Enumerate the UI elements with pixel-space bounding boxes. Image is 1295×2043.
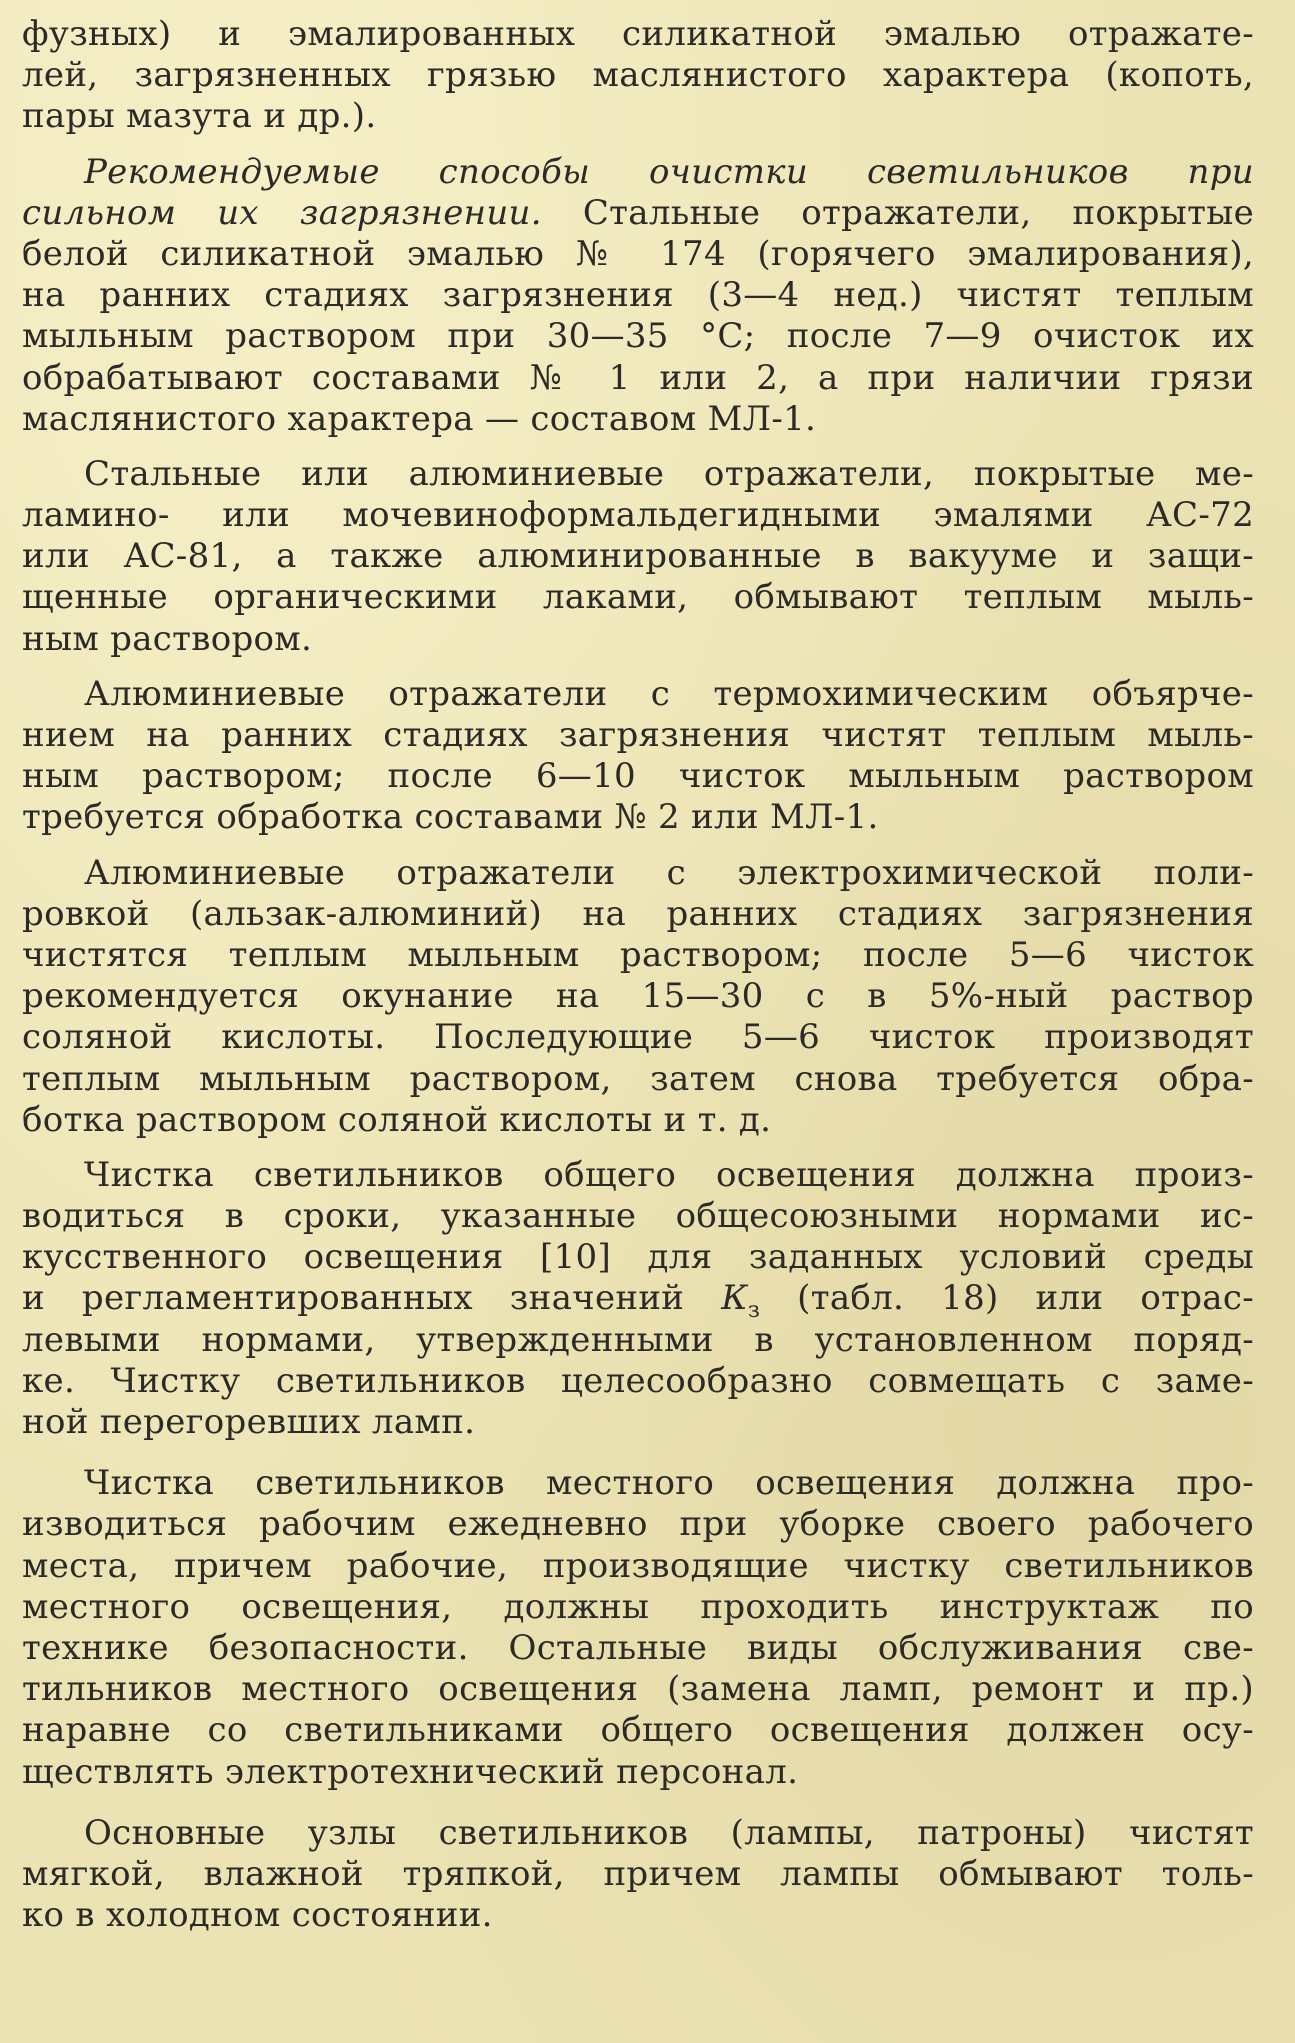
italic-heading-line: Рекомендуемые способы очистки светильников при (84, 151, 1254, 192)
paragraph-steel-aluminum (22, 454, 1254, 660)
text-line: Алюминиевые отражатели с электрохимической поли- (84, 852, 1254, 893)
text-line: тильников местного освещения (замена ламп, ремонт и пр.) (22, 1669, 1254, 1710)
paragraph-electrochemical (22, 853, 1254, 1141)
text-line: или АС-81, а также алюминированные в вакууме и защи- (22, 536, 1254, 577)
text-line: Чистка светильников общего освещения должна произ- (84, 1154, 1254, 1195)
text-line: изводиться рабочим ежедневно при уборке своего рабочего (22, 1504, 1254, 1545)
text-line: маслянистого характера — составом МЛ-1. (22, 398, 817, 439)
text-line: Алюминиевые отражатели с термохимическим объярче- (84, 673, 1254, 714)
text-line: соляной кислоты. Последующие 5—6 чисток производят (22, 1017, 1254, 1058)
text-segment: Стальные отражатели, покрытые (541, 192, 1255, 233)
text-line: рекомендуется окунание на 15—30 с в 5%-ный раствор (22, 976, 1254, 1017)
text-line: кусственного освещения [10] для заданных условий среды (22, 1237, 1254, 1278)
text-line: Основные узлы светильников (лампы, патроны) чистят (84, 1812, 1254, 1853)
paragraph-continuation (22, 14, 1254, 138)
text-line: ществлять электротехнический персонал. (22, 1751, 799, 1792)
paragraph-main-parts (22, 1813, 1254, 1937)
text-line: водиться в сроки, указанные общесоюзными нормами ис- (22, 1196, 1254, 1237)
italic-heading-text: сильном их загрязнении. (22, 192, 542, 233)
paragraph-local-lighting (22, 1463, 1254, 1793)
text-segment: (табл. 18) или отрас- (760, 1278, 1254, 1319)
text-line: места, причем рабочие, производящие чистку светильников (22, 1545, 1254, 1586)
text-line: ботка раствором соляной кислоты и т. д. (22, 1099, 772, 1140)
text-line: требуется обработка составами № 2 или МЛ-1. (22, 797, 879, 838)
text-line: мягкой, влажной тряпкой, причем лампы обмывают толь- (22, 1853, 1254, 1894)
text-line: местного освещения, должны проходить инструктаж по (22, 1586, 1254, 1627)
text-line: левыми нормами, утвержденными в установленном поряд- (22, 1319, 1254, 1360)
text-line (22, 193, 1254, 234)
text-line: ке. Чистку светильников целесообразно совмещать с заме- (22, 1360, 1254, 1401)
text-line: лей, загрязненных грязью маслянистого характера (копоть, (22, 55, 1254, 96)
text-line: мыльным раствором при 30—35 °С; после 7—9 очисток их (22, 316, 1254, 357)
text-line: на ранних стадиях загрязнения (3—4 нед.) чистят теплым (22, 275, 1254, 316)
text-line: нием на ранних стадиях загрязнения чистят теплым мыль- (22, 715, 1254, 755)
text-line: ко в холодном состоянии. (22, 1895, 493, 1936)
paragraph-thermochemical (22, 674, 1254, 839)
paragraph-general-lighting (22, 1155, 1254, 1443)
text-line: ной перегоревших ламп. (22, 1402, 476, 1442)
text-line: ным раствором. (22, 618, 313, 659)
document-page (22, 14, 1254, 1936)
text-line: чистятся теплым мыльным раствором; после 5—6 чисток (22, 934, 1254, 975)
text-line: ным раствором; после 6—10 чисток мыльным раствором (22, 756, 1254, 797)
text-line: теплым мыльным раствором, затем снова требуется обра- (22, 1058, 1254, 1099)
text-line: технике безопасности. Остальные виды обслуживания све- (22, 1627, 1254, 1668)
text-line: белой силикатной эмалью № 174 (горячего эмалирования), (22, 233, 1254, 274)
k-symbol: К (721, 1278, 748, 1319)
text-line: Чистка светильников местного освещения должна про- (84, 1463, 1254, 1504)
text-line: ламино- или мочевиноформальдегидными эмалями АС-72 (22, 495, 1254, 536)
text-segment: и регламентированных значений (22, 1278, 722, 1319)
text-line: щенные органическими лаками, обмывают теплым мыль- (22, 577, 1254, 618)
text-line (22, 1278, 1254, 1324)
text-line: Стальные или алюминиевые отражатели, покрытые ме- (84, 453, 1254, 494)
text-line: обрабатывают составами № 1 или 2, а при наличии грязи (22, 357, 1254, 398)
paragraph-recommended-methods (22, 152, 1254, 440)
text-line: наравне со светильниками общего освещения должен осу- (22, 1710, 1254, 1751)
k-subscript: з (747, 1298, 761, 1324)
text-line: ровкой (альзак-алюминий) на ранних стадиях загрязнения (22, 893, 1254, 934)
text-line: пары мазута и др.). (22, 96, 377, 137)
text-line: фузных) и эмалированных силикатной эмалью отражате- (22, 14, 1254, 54)
